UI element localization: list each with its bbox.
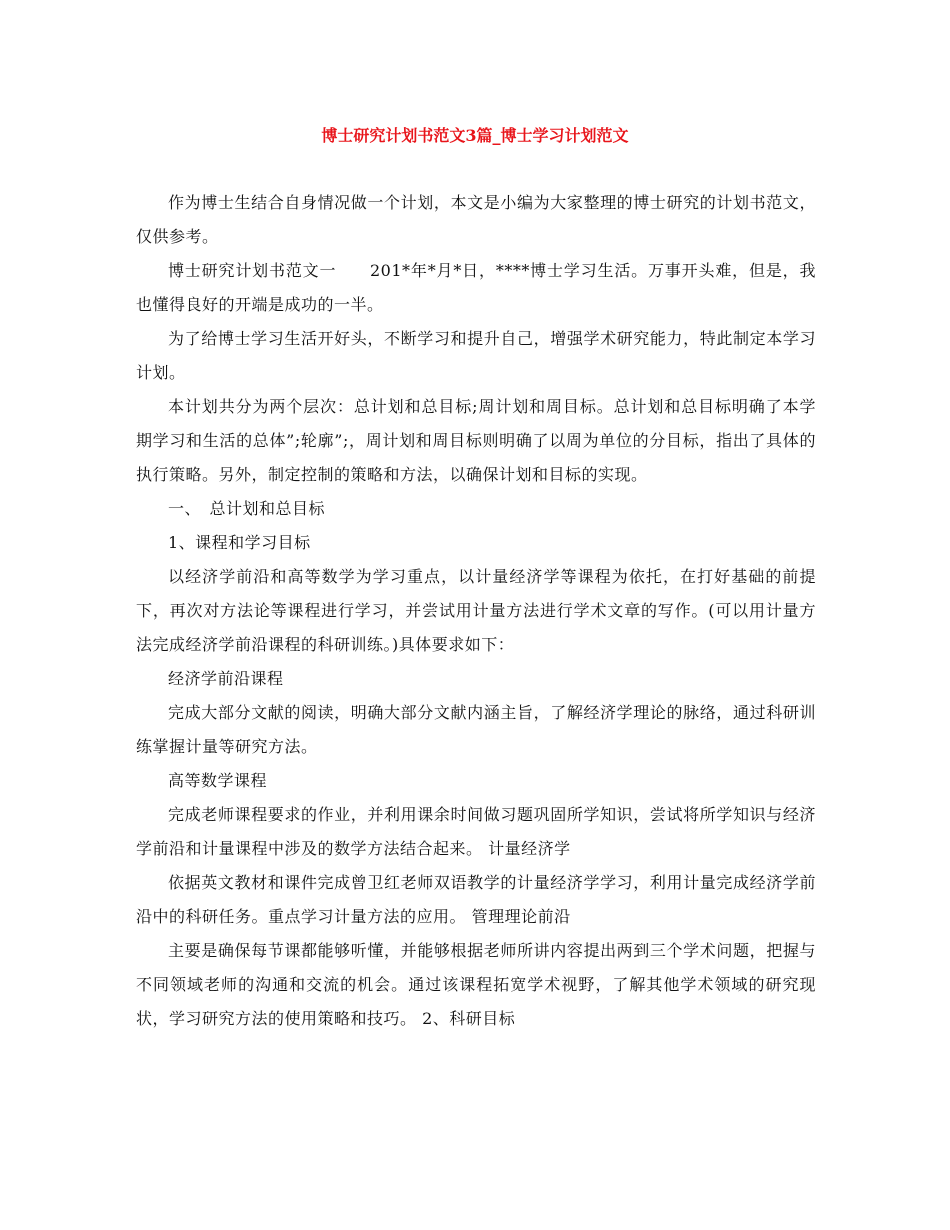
paragraph-plan-levels: 本计划共分为两个层次：总计划和总目标;周计划和周目标。总计划和总目标明确了本学期学习和生活的总体”;轮廓”;，周计划和周目标则明确了以周为单位的分目标，指出了具体的执行策略。另外，制定控制的策略和方法，以确保计划和目标的实现。 (136, 397, 816, 484)
subsection-heading-course-goals: 1、课程和学习目标 (168, 533, 311, 552)
paragraph-econometrics: 依据英文教材和课件完成曾卫红老师双语教学的计量经济学学习，利用计量完成经济学前沿中的科研任务。重点学习计量方法的应用。 管理理论前沿 (136, 873, 816, 926)
document-body (136, 186, 816, 1036)
paragraph-economics-frontier: 完成大部分文献的阅读，明确大部分文献内涵主旨，了解经济学理论的脉络，通过科研训练掌握计量等研究方法。 (136, 703, 816, 756)
paragraph-management-frontier: 主要是确保每节课都能够听懂，并能够根据老师所讲内容提出两到三个学术问题，把握与不同领域老师的沟通和交流的机会。通过该课程拓宽学术视野，了解其他学术领域的研究现状，学习研究方法的使用策略和技巧。 2、科研目标 (136, 941, 816, 1028)
paragraph-purpose: 为了给博士学习生活开好头，不断学习和提升自己，增强学术研究能力，特此制定本学习计划。 (136, 329, 816, 382)
heading-advanced-math: 高等数学课程 (168, 771, 268, 790)
document-title: 博士研究计划书范文3篇_博士学习计划范文 (321, 126, 629, 145)
heading-economics-frontier: 经济学前沿课程 (168, 669, 284, 688)
paragraph-advanced-math: 完成老师课程要求的作业，并利用课余时间做习题巩固所学知识，尝试将所学知识与经济学前沿和计量课程中涉及的数学方法结合起来。 计量经济学 (136, 805, 816, 858)
paragraph-intro: 作为博士生结合自身情况做一个计划，本文是小编为大家整理的博士研究的计划书范文，仅供参考。 (136, 193, 816, 246)
section-heading-overall-plan: 一、 总计划和总目标 (168, 499, 326, 518)
paragraph-course-goals: 以经济学前沿和高等数学为学习重点，以计量经济学等课程为依托，在打好基础的前提下，再次对方法论等课程进行学习，并尝试用计量方法进行学术文章的写作。(可以用计量方法完成经济学前沿课程的科研训练。)具体要求如下： (136, 567, 816, 654)
paragraph-sample-one: 博士研究计划书范文一 201*年*月*日，****博士学习生活。万事开头难，但是，我也懂得良好的开端是成功的一半。 (136, 261, 816, 314)
